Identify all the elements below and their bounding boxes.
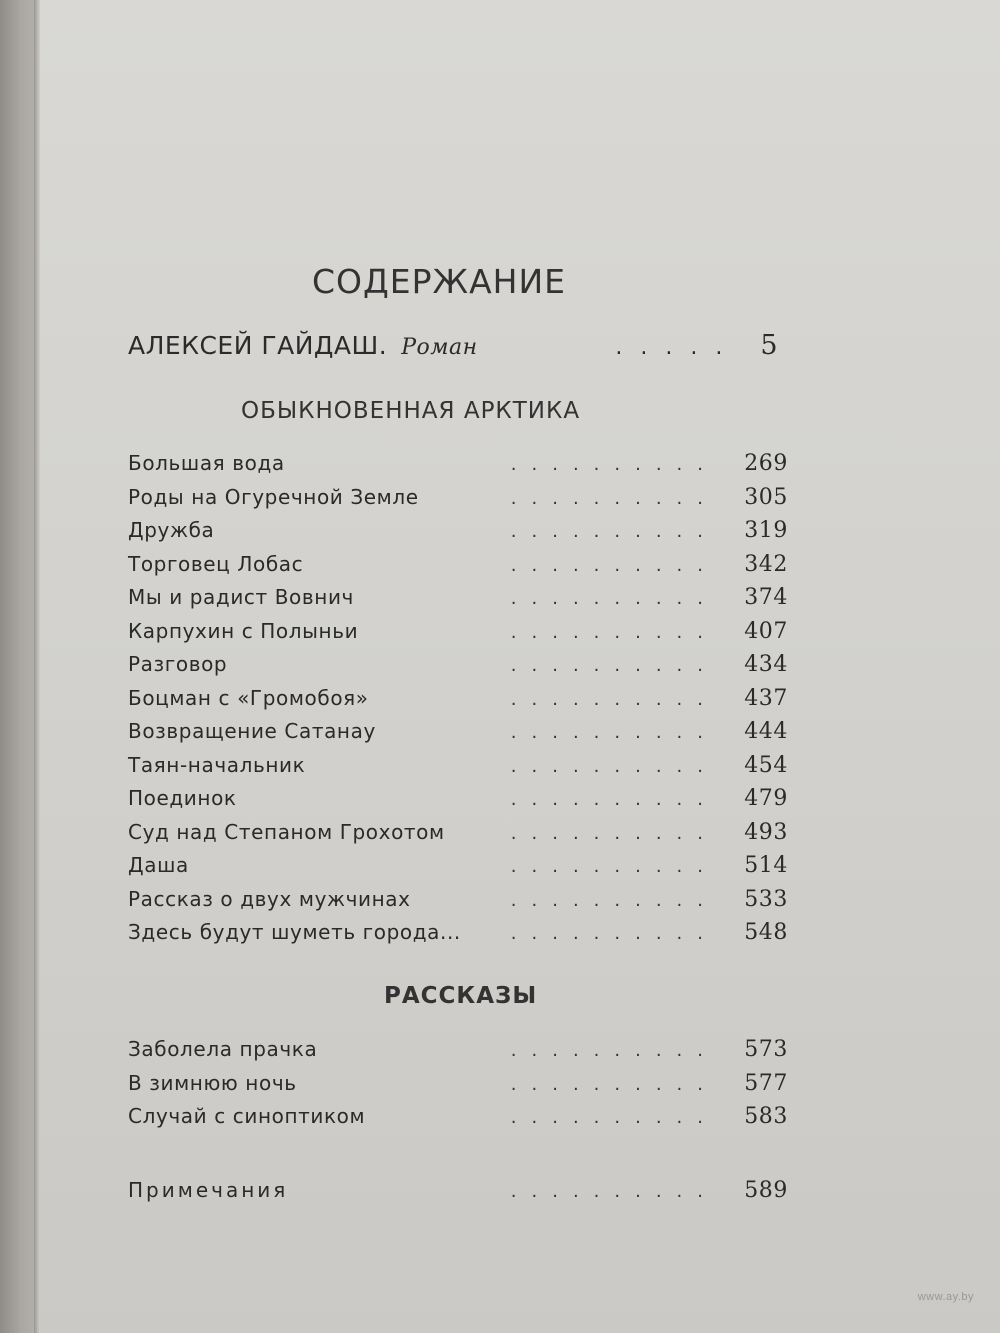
toc-entry: Дружба .......... 319 [128,518,788,543]
section-stories-list [128,1037,788,1138]
toc-entry-page: 437 [744,685,788,711]
novel-page-number: 5 [760,330,778,361]
toc-entry-page: 319 [744,518,788,543]
notes-list [128,1178,788,1212]
toc-entry-page: 342 [744,551,788,577]
section-heading-stories: РАССКАЗЫ [384,983,538,1009]
novel-genre: Роман [401,335,478,360]
toc-entry: Большая вода .......... 269 [128,451,788,476]
toc-entry-title: Карпухин с Полыньи [128,618,359,643]
toc-entry: Суд над Степаном Грохотом .......... 493 [128,819,788,845]
toc-entry-title: В зимнюю ночь [128,1070,297,1095]
section-heading-arctic: ОБЫКНОВЕННАЯ АРКТИКА [241,398,581,424]
toc-entry-title: Возвращение Сатанау [128,719,376,743]
toc-entry-page: 444 [744,719,788,744]
toc-entry-title: Даша [128,853,189,877]
toc-entry: Заболела прачка .......... 573 [128,1037,788,1062]
leader-dots: ..... [615,335,741,360]
toc-entry-page: 533 [744,886,788,912]
watermark: www.ay.by [917,1291,974,1303]
novel-title: АЛЕКСЕЙ ГАЙДАШ. [128,331,388,360]
toc-entry-title: Разговор [128,652,228,676]
toc-entry: Торговец Лобас .......... 342 [128,551,788,577]
toc-entry-title: Суд над Степаном Грохотом [128,819,445,844]
section-arctic-list [128,451,788,954]
toc-entry: Боцман с «Громобоя» .......... 437 [128,685,788,711]
notes-title: Примечания [128,1178,289,1202]
toc-entry-title: Здесь будут шуметь города... [128,920,461,944]
toc-entry-page: 514 [744,853,788,878]
toc-entry: Здесь будут шуметь города... .......... 548 [128,920,788,945]
toc-entry: Роды на Огуречной Земле .......... 305 [128,484,788,510]
page-title: СОДЕРЖАНИЕ [312,262,567,301]
notes-entry: Примечания .......... 589 [128,1178,788,1203]
toc-entry-title: Мы и радист Вовнич [128,585,354,609]
toc-entry-page: 493 [744,819,788,845]
toc-entry-title: Таян-начальник [128,752,306,777]
toc-entry-page: 434 [744,652,788,677]
toc-entry-page: 573 [744,1037,788,1062]
toc-entry-page: 577 [744,1070,788,1096]
toc-entry: Случай с синоптиком .......... 583 [128,1104,788,1129]
toc-entry-page: 407 [744,618,788,644]
toc-entry-page: 305 [744,484,788,510]
toc-entry: Поединок .......... 479 [128,786,788,811]
toc-entry-title: Поединок [128,786,237,810]
toc-entry: Возвращение Сатанау .......... 444 [128,719,788,744]
notes-page: 589 [744,1178,788,1203]
toc-entry-page: 583 [744,1104,788,1129]
toc-entry-page: 269 [744,451,788,476]
toc-entry: Разговор .......... 434 [128,652,788,677]
novel-entry [128,330,778,361]
toc-entry-title: Боцман с «Громобоя» [128,685,369,710]
toc-entry-title: Торговец Лобас [128,551,304,576]
toc-entry-title: Случай с синоптиком [128,1104,366,1128]
toc-entry: Таян-начальник .......... 454 [128,752,788,778]
toc-entry-title: Рассказ о двух мужчинах [128,886,411,911]
toc-entry: Мы и радист Вовнич .......... 374 [128,585,788,610]
toc-entry-title: Дружба [128,518,215,542]
toc-entry-page: 548 [744,920,788,945]
toc-entry: В зимнюю ночь .......... 577 [128,1070,788,1096]
toc-entry: Карпухин с Полыньи .......... 407 [128,618,788,644]
toc-entry-title: Роды на Огуречной Земле [128,484,419,509]
toc-entry-title: Большая вода [128,451,285,475]
toc-entry-page: 454 [744,752,788,778]
toc-entry: Рассказ о двух мужчинах .......... 533 [128,886,788,912]
toc-entry-page: 374 [744,585,788,610]
toc-entry: Даша .......... 514 [128,853,788,878]
toc-entry-title: Заболела прачка [128,1037,318,1061]
toc-entry-page: 479 [744,786,788,811]
